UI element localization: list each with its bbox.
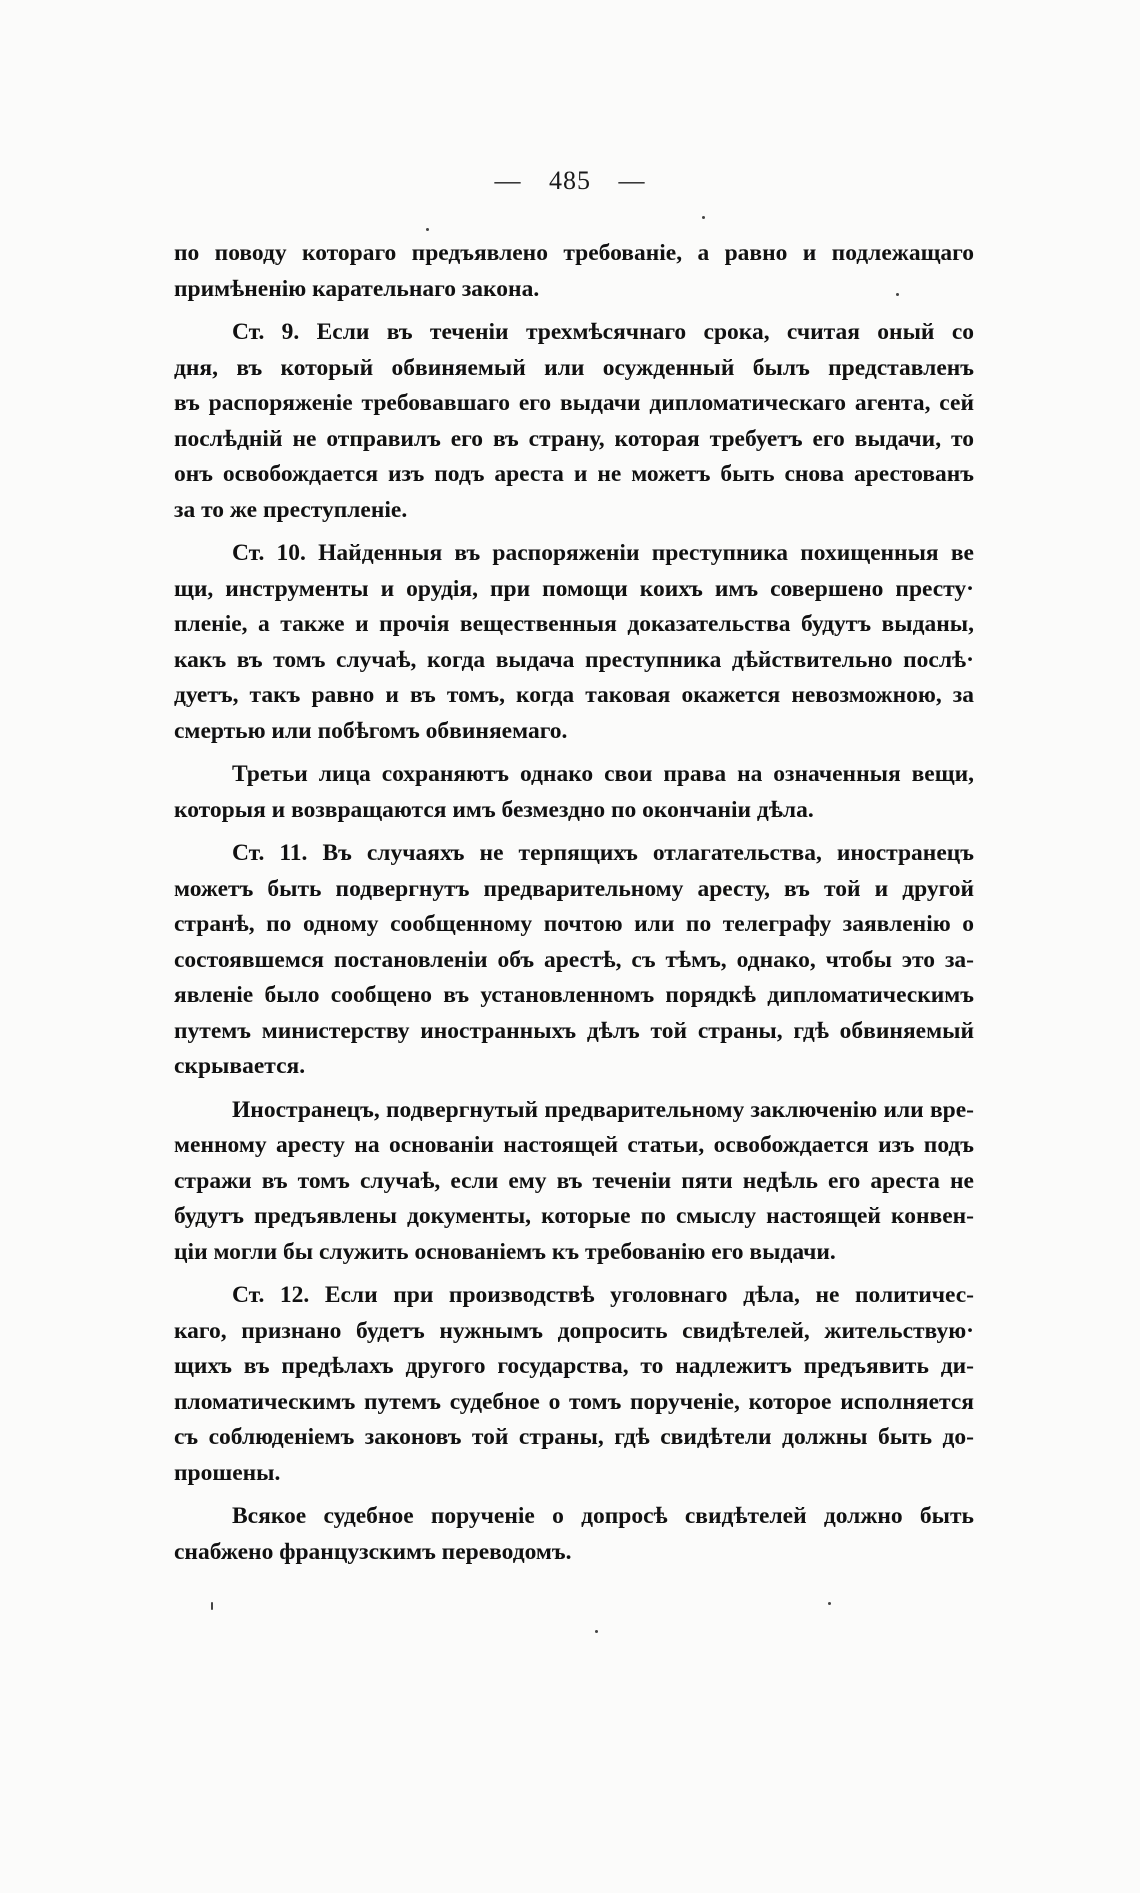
text-line: странѣ, по одному сообщенному почтою или по телеграфу заявленію о xyxy=(174,911,974,937)
text-line: которыя и возвращаются имъ безмездно по окончаніи дѣла. xyxy=(174,796,814,823)
text-line: онъ освобождается изъ подъ ареста и не можетъ быть снова арестованъ xyxy=(174,461,974,487)
paragraph-gap xyxy=(174,1270,974,1278)
text-line: ціи могли бы служить основаніемъ къ требованію его выдачи. xyxy=(174,1238,836,1265)
text-line: стражи въ томъ случаѣ, если ему въ теченіи пяти недѣль его ареста не xyxy=(174,1167,974,1194)
paragraph-gap xyxy=(174,749,974,757)
text-line: пленіе, а также и прочія вещественныя доказательства будутъ выданы, xyxy=(174,611,974,637)
text-line: по поводу котораго предъявлено требованіе, а равно и подлежащаго xyxy=(174,240,974,266)
scan-speck xyxy=(828,1602,831,1605)
text-line: примѣненію карательнаго закона. xyxy=(174,275,540,302)
text-line: смертью или побѣгомъ обвиняемаго. xyxy=(174,717,568,744)
text-line: въ распоряженіе требовавшаго его выдачи дипломатическаго агента, сей xyxy=(174,390,974,416)
scan-speck xyxy=(702,216,705,219)
page-number: — 485 — xyxy=(494,166,646,195)
text-line: можетъ быть подвергнутъ предварительному аресту, въ той и другой xyxy=(174,875,974,902)
paragraph-gap xyxy=(174,528,974,536)
text-line: пломатическимъ путемъ судебное о томъ порученіе, которое исполняется xyxy=(174,1388,974,1415)
text-line: Иностранецъ, подвергнутый предварительному заключенію или вре- xyxy=(232,1096,974,1123)
text-line: какъ въ томъ случаѣ, когда выдача преступника дѣйствительно послѣ· xyxy=(174,646,974,673)
text-line: состоявшемся постановленіи объ арестѣ, съ тѣмъ, однако, чтобы это за- xyxy=(174,946,974,973)
text-line: щи, инструменты и орудія, при помощи коихъ имъ совершено престу· xyxy=(174,575,974,602)
text-line: будутъ предъявлены документы, которые по смыслу настоящей конвен- xyxy=(174,1203,974,1229)
paragraph-gap xyxy=(174,1085,974,1093)
text-line: Ст. 12. Если при производствѣ уголовнаго дѣла, не политичес- xyxy=(232,1282,974,1308)
text-line: дуетъ, такъ равно и въ томъ, когда таковая окажется невозможною, за xyxy=(174,682,974,708)
text-line: Ст. 11. Въ случаяхъ не терпящихъ отлагательства, иностранецъ xyxy=(232,840,974,866)
text-line: Ст. 10. Найденныя въ распоряженіи преступника похищенныя ве xyxy=(232,540,974,566)
text-line: Всякое судебное порученіе о допросѣ свидѣтелей должно быть xyxy=(232,1503,974,1529)
text-line: прошены. xyxy=(174,1459,281,1486)
paragraph-gap xyxy=(174,307,974,315)
paragraph-gap xyxy=(174,1491,974,1499)
text-line: дня, въ который обвиняемый или осужденный былъ представленъ xyxy=(174,354,974,381)
scan-speck xyxy=(426,228,429,231)
text-line: щихъ въ предѣлахъ другого государства, то надлежитъ предъявить ди- xyxy=(174,1353,974,1379)
text-line: за то же преступленіе. xyxy=(174,496,408,523)
scan-speck xyxy=(595,1630,598,1633)
text-line: путемъ министерству иностранныхъ дѣлъ той страны, гдѣ обвиняемый xyxy=(174,1017,974,1044)
text-line: каго, признано будетъ нужнымъ допросить свидѣтелей, жительствую· xyxy=(174,1317,974,1344)
text-line: Третьи лица сохраняютъ однако свои права на означенныя вещи, xyxy=(232,761,974,787)
scan-speck xyxy=(896,293,899,296)
text-line: снабжено французскимъ переводомъ. xyxy=(174,1538,572,1565)
text-line: скрывается. xyxy=(174,1053,306,1079)
text-line: менному аресту на основаніи настоящей статьи, освобождается изъ подъ xyxy=(174,1132,974,1158)
scan-speck xyxy=(211,1602,213,1610)
text-line: послѣдній не отправилъ его въ страну, которая требуетъ его выдачи, то xyxy=(174,425,974,452)
body-text xyxy=(174,236,974,1570)
text-line: съ соблюденіемъ законовъ той страны, гдѣ свидѣтели должны быть до- xyxy=(174,1424,974,1450)
text-line: явленіе было сообщено въ установленномъ порядкѣ дипломатическимъ xyxy=(174,982,974,1008)
text-line: Ст. 9. Если въ теченіи трехмѣсячнаго срока, считая оный со xyxy=(232,319,974,345)
paragraph-gap xyxy=(174,828,974,836)
